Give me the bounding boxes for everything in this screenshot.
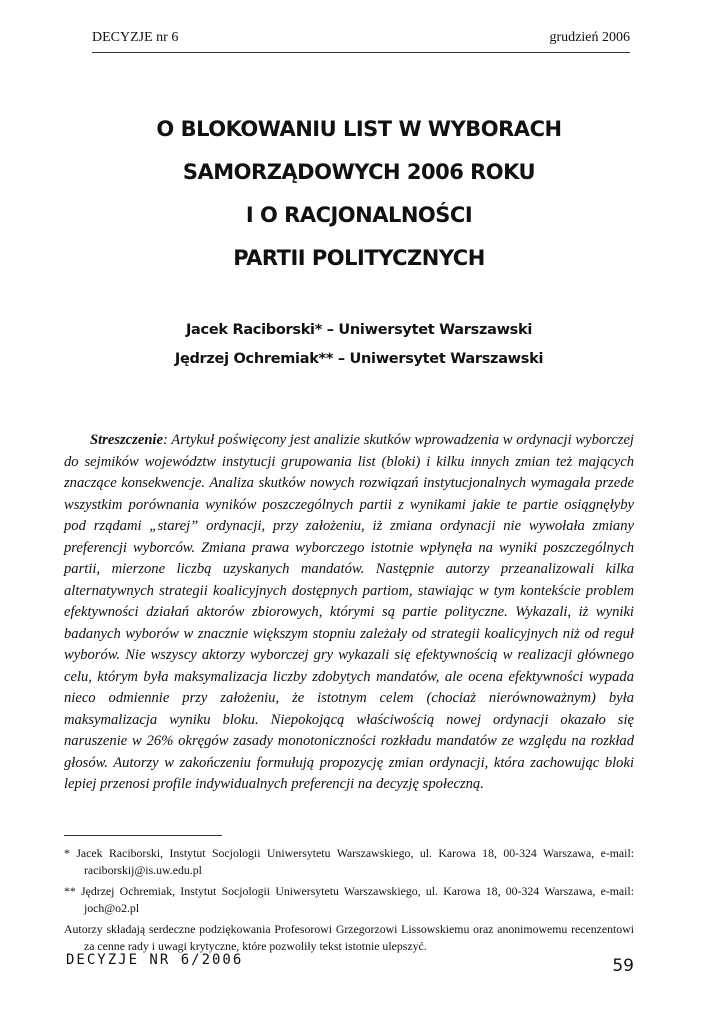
title-line: O BLOKOWANIU LIST W WYBORACH <box>156 117 562 141</box>
title-line: I O RACJONALNOŚCI <box>245 203 473 227</box>
footnote-divider <box>64 835 222 836</box>
title-line: PARTII POLITYCZNYCH <box>233 246 485 270</box>
page-number: 59 <box>612 956 634 976</box>
abstract-label: Streszczenie <box>90 432 163 448</box>
author-list <box>60 316 658 374</box>
footer-journal: DECYZJE NR 6/2006 <box>66 952 244 968</box>
author-line: Jacek Raciborski* – Uniwersytet Warszawski <box>185 322 533 338</box>
footnote: * Jacek Raciborski, Instytut Socjologii Uniwersytetu Warszawskiego, ul. Karowa 18, 00-324 Warszawa, e-mail: raciborskij@is.uw.edu.pl <box>64 846 634 877</box>
abstract-text: : Artykuł poświęcony jest analizie skutków wprowadzenia w ordynacji wyborczej do sejmików województw instytucji grupowania list (bloki) i kilku innych zmian też mających znaczące konsekwencje. Analiza skutków nowych rozwiązań instytucjonalnych wymagała przede wszystkim porównania wyników poszczególnych partii z wynikami jakie te partie osiągnęłyby pod rządami „starej” ordynacji, przy założeniu, iż zmiana ordynacji nie wywołała zmiany preferencji wyborców. Zmiana prawa wyborczego istotnie wpłynęła na wyniki poszczególnych partii, mierzone liczbą uzyskanych mandatów. Następnie autorzy przeanalizowali kilka alternatywnych strategii koalicyjnych dostępnych partiom, stawiając w tym kontekście problem efektywności działań aktorów zbiorowych, którymi są partie polityczne. Wykazali, iż wyniki badanych wyborów w znacznie większym stopniu zależały od strategii koalicyjnych niż od reguł wyborów. Nie wszyscy aktorzy wyborczej gry wykazali się efektywnością w realizacji głównego celu, którym była maksymalizacja liczby zdobytych mandatów, ale ocena efektywności wypada nieco odmiennie przy założeniu, że istotnym celem (chociaż nierównoważnym) była maksymalizacja wyniku bloku. Niepokojącą właściwością nowej ordynacji okazało się naruszenie w 26% okręgów zasady monotoniczności rozkładu mandatów ze względu na rozkład głosów. Autorzy w zakończeniu formułują propozycję zmian ordynacji, która zachowując bloki lepiej przenosi profile indywidualnych preferencji na decyzję społeczną. <box>64 432 634 792</box>
footnote: ** Jędrzej Ochremiak, Instytut Socjologii Uniwersytetu Warszawskiego, ul. Karowa 18, 00-324 Warszawa, e-mail: joch@o2.pl <box>64 884 634 915</box>
abstract <box>64 430 634 796</box>
header-journal: DECYZJE nr 6 <box>92 30 179 45</box>
article-title <box>60 108 658 280</box>
header-date: grudzień 2006 <box>549 30 630 45</box>
title-line: SAMORZĄDOWYCH 2006 ROKU <box>182 160 536 184</box>
acknowledgement-note: Autorzy składają serdeczne podziękowania Profesorowi Grzegorzowi Lissowskiemu oraz anonimowemu recenzentowi za cenne rady i uwagi krytyczne, które pozwoliły tekst istotnie ulepszyć. <box>64 922 634 953</box>
running-header <box>92 30 630 53</box>
author-line: Jędrzej Ochremiak** – Uniwersytet Warszawski <box>174 351 544 367</box>
footnotes <box>64 845 634 959</box>
